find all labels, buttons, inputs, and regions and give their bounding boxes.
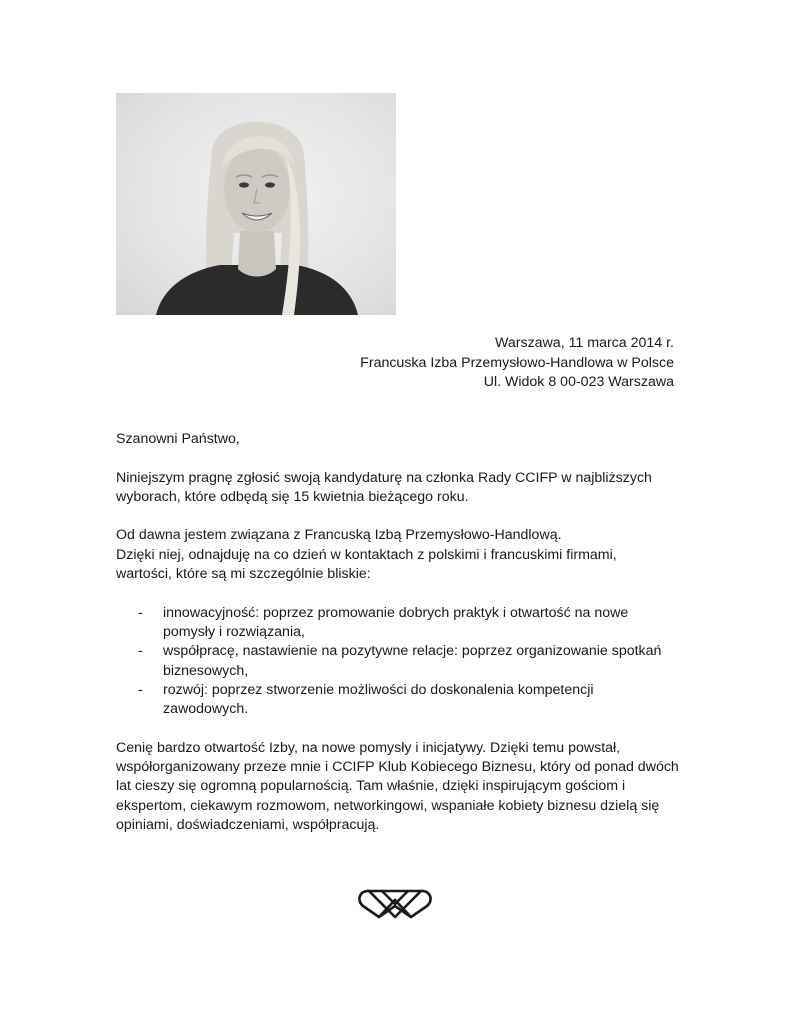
- list-item-line: współpracę, nastawienie na pozytywne relacje: poprzez organizowanie spotkań: [163, 643, 662, 660]
- list-dash: -: [138, 681, 143, 698]
- list-dash: -: [138, 643, 143, 660]
- salutation: Szanowni Państwo,: [116, 431, 240, 447]
- context-line: Od dawna jestem związana z Francuską Izbą Przemysłowo-Handlową.: [116, 527, 562, 544]
- intro-line: Niniejszym pragnę zgłosić swoją kandydaturę na członka Rady CCIFP w najbliższych: [116, 469, 652, 486]
- intro-line: wyborach, które odbędą się 15 kwietnia bieżącego roku.: [116, 488, 469, 505]
- closing-paragraph: [116, 739, 691, 835]
- values-list: [116, 604, 691, 720]
- closing-line: współorganizowany przeze mnie i CCIFP Klub Kobiecego Biznesu, który od ponad dwóch: [116, 759, 679, 776]
- values-list-item: [116, 642, 691, 681]
- values-list-item: [116, 604, 691, 643]
- context-line: Dzięki niej, odnajduję na co dzień w kontaktach z polskimi i francuskimi firmami,: [116, 546, 617, 563]
- street-address-line: Ul. Widok 8 00-023 Warszawa: [483, 374, 674, 390]
- list-item-line: rozwój: poprzez stworzenie możliwości do doskonalenia kompetencji: [163, 681, 594, 698]
- list-item-line: zawodowych.: [163, 701, 249, 718]
- date-line: Warszawa, 11 marca 2014 r.: [495, 335, 674, 351]
- closing-line: opiniami, doświadczeniami, współpracują.: [116, 816, 380, 833]
- context-paragraph: [116, 526, 691, 584]
- address-block: [360, 334, 674, 393]
- portrait-illustration: [116, 93, 396, 315]
- closing-line: lat cieszy się ogromną popularnością. Tam właśnie, dzięki inspirującym gościom i: [116, 778, 626, 795]
- intro-paragraph: [116, 469, 691, 508]
- closing-line: ekspertom, ciekawym rozmowom, networkingowi, wspaniałe kobiety biznesu dzielą się: [116, 797, 660, 814]
- list-dash: -: [138, 604, 143, 621]
- portrait-photo: [116, 93, 396, 315]
- values-list-item: [116, 681, 691, 720]
- list-item-line: biznesowych,: [163, 662, 249, 679]
- context-line: wartości, które są mi szczególnie bliskie:: [116, 566, 371, 583]
- letter-body: [116, 430, 691, 855]
- closing-line: Cenię bardzo otwartość Izby, na nowe pomysły i inicjatywy. Dzięki temu powstał,: [116, 739, 621, 756]
- organization-line: Francuska Izba Przemysłowo-Handlowa w Polsce: [360, 354, 674, 371]
- logo-hearts-icon: [356, 886, 434, 920]
- list-item-line: innowacyjność: poprzez promowanie dobrych praktyk i otwartość na nowe: [163, 604, 629, 621]
- interlocked-hearts-logo-icon: [356, 886, 434, 920]
- list-item-line: pomysły i rozwiązania,: [163, 623, 305, 640]
